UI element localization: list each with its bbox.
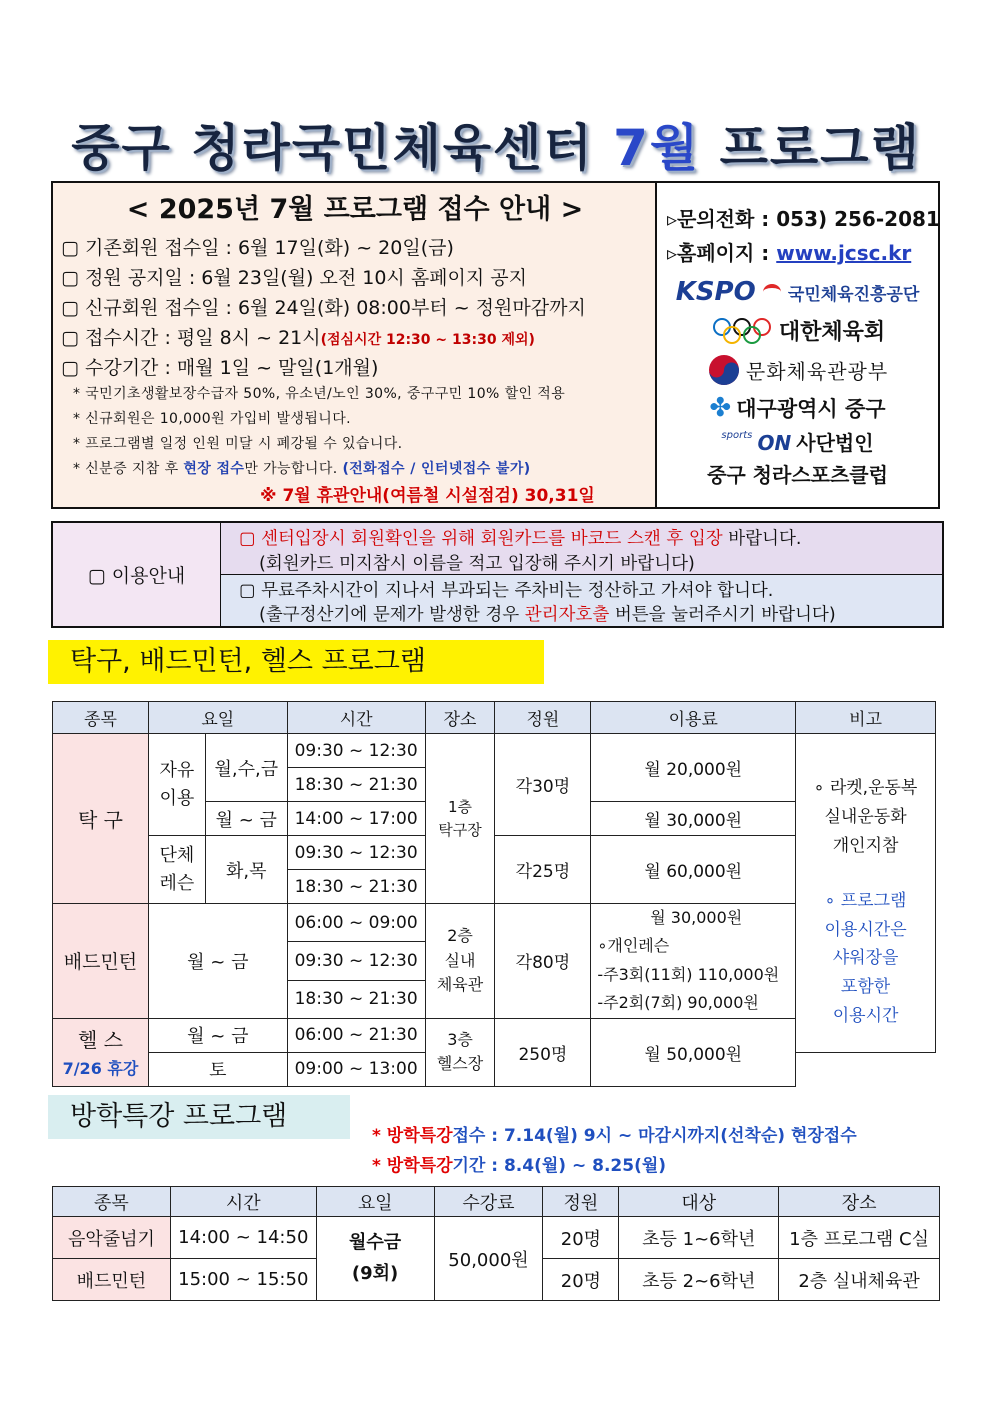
club-name: 중구 청라스포츠클럽 xyxy=(707,463,888,487)
table-row: 18:30 ~ 21:30 xyxy=(53,768,936,802)
web-line: ▹홈페이지 : www.jcsc.kr xyxy=(667,241,912,265)
junggu-logo: ✤ 대구광역시 중구 xyxy=(709,393,886,423)
usage-label: ▢ 이용안내 xyxy=(53,523,221,626)
notice-small-line: * 프로그램별 일정 인원 미달 시 폐강될 수 있습니다. xyxy=(73,436,403,452)
notice-line: ▢ 수강기간 : 매월 1일 ~ 말일(1개월) xyxy=(61,357,379,379)
vacation-registration-note: * 방학특강접수 : 7.14(월) 9시 ~ 마감시까지(선착순) 현장접수 xyxy=(372,1126,857,1146)
table-header-row: 종목 시간 요일 수강료 정원 대상 장소 xyxy=(53,1187,940,1217)
notice-small-line: * 국민기초생활보장수급자 50%, 유소년/노인 30%, 중구구민 10% 할인 적용 xyxy=(73,386,566,402)
mcst-logo: 문화체육관광부 xyxy=(657,353,938,387)
closure-notice: ※ 7월 휴관안내(여름철 시설점검) 30,31일 xyxy=(260,486,595,506)
usage-row-parking: ▢ 무료주차시간이 지나서 부과되는 주차비는 정산하고 가셔야 합니다. (출구정산기에 문제가 발생한 경우 관리자호출 버튼을 눌러주시기 바랍니다) xyxy=(221,575,942,626)
sport-badminton: 배드민턴 xyxy=(53,904,149,1019)
table-row: 09:30 ~ 12:30 xyxy=(53,942,936,980)
olympic-rings-icon xyxy=(710,316,774,346)
table-row: 배드민턴 15:00 ~ 15:50 20명 초등 2~6학년 2층 실내체육관 xyxy=(53,1259,940,1301)
club-logo: $^{sports}$ ON 사단법인 xyxy=(721,430,874,455)
taeguk-icon xyxy=(707,353,741,387)
lunch-note: (점심시간 12:30 ~ 13:30 제외) xyxy=(320,332,535,348)
notice-line: ▢ 정원 공지일 : 6월 23일(월) 오전 10시 홈페이지 공지 xyxy=(61,267,527,289)
notice-small-line: * 신규회원은 10,000원 가입비 발생됩니다. xyxy=(73,411,351,427)
table-row: 배드민턴 월 ~ 금 06:00 ~ 09:00 2층 실내 체육관 각80명 월 30,000원 ∘개인레슨 -주3회(11회) 110,000원 -주2회(7회) 90,000원 xyxy=(53,904,936,942)
notice-line: ▢ 접수시간 : 평일 8시 ~ 21시(점심시간 12:30 ~ 13:30 제외) xyxy=(61,327,535,349)
table-row: 18:30 ~ 21:30 xyxy=(53,870,936,904)
table-header-row: 종목 요일 시간 장소 정원 이용료 비고 xyxy=(53,702,936,734)
notice-line: ▢ 기존회원 접수일 : 6월 17일(화) ~ 20일(금) xyxy=(61,237,454,259)
table-row: 18:30 ~ 21:30 xyxy=(53,980,936,1018)
usage-row-membership: ▢ 센터입장시 회원확인을 위해 회원카드를 바코드 스캔 후 입장 바랍니다. (회원카드 미지참시 이름을 적고 입장해 주시기 바랍니다) xyxy=(221,523,942,575)
registration-notice xyxy=(51,181,940,509)
kspo-logo: KSPO 국민체육진흥공단 xyxy=(675,277,920,307)
section-heading-sports: 탁구, 배드민턴, 헬스 프로그램 xyxy=(48,640,544,684)
table-row: 토 09:00 ~ 13:00 xyxy=(53,1052,936,1086)
usage-guide xyxy=(51,521,944,628)
contact-panel xyxy=(657,183,938,507)
ksoc-logo: 대한체육회 xyxy=(657,315,938,346)
phone-number: 053) 256-2081 xyxy=(776,207,940,231)
sports-program-table xyxy=(52,701,936,1087)
sport-table-tennis: 탁 구 xyxy=(53,734,149,904)
homepage-link[interactable]: www.jcsc.kr xyxy=(776,241,912,265)
gym-closed-note: 7/26 휴강 xyxy=(62,1058,139,1078)
table-row: 탁 구 자유 이용 월,수,금 09:30 ~ 12:30 1층 탁구장 각30명 월 20,000원 ∘ 라켓,운동복 실내운동화 개인지참 ∘ 프로그램 이용시간은 샤워장을 포함한 이용시간 xyxy=(53,734,936,768)
notice-id-line: * 신분증 지참 후 현장 접수만 가능합니다. (전화접수 / 인터넷접수 불가) xyxy=(73,461,531,477)
notice-line: ▢ 신규회원 접수일 : 6월 24일(화) 08:00부터 ~ 정원마감까지 xyxy=(61,297,586,319)
page-title: 중구 청라국민체육센터 7월 프로그램 xyxy=(71,119,921,177)
section-heading-vacation: 방학특강 프로그램 xyxy=(48,1095,350,1139)
table-row: 헬 스 7/26 휴강 월 ~ 금 06:00 ~ 21:30 3층 헬스장 250명 월 50,000원 xyxy=(53,1018,936,1052)
table-row: 음악줄넘기 14:00 ~ 14:50 월수금 (9회) 50,000원 20명 초등 1~6학년 1층 프로그램 C실 xyxy=(53,1217,940,1259)
remarks-cell: ∘ 라켓,운동복 실내운동화 개인지참 ∘ 프로그램 이용시간은 샤워장을 포함한 이용시간 xyxy=(796,734,936,1053)
sport-gym: 헬 스 7/26 휴강 xyxy=(53,1018,149,1086)
vacation-period-note: * 방학특강기간 : 8.4(월) ~ 8.25(월) xyxy=(372,1156,667,1176)
table-row: 월 ~ 금 14:00 ~ 17:00 월 30,000원 xyxy=(53,802,936,836)
notice-info-panel xyxy=(53,183,657,507)
vacation-program-table xyxy=(52,1186,940,1301)
phone-line: ▹문의전화 : 053) 256-2081 xyxy=(667,207,940,231)
notice-heading: < 2025년 7월 프로그램 접수 안내 > xyxy=(126,194,584,225)
table-row: 단체 레슨 화,목 09:30 ~ 12:30 각25명 월 60,000원 xyxy=(53,836,936,870)
junggu-emblem-icon: ✤ xyxy=(709,393,732,423)
title-month: 7월 xyxy=(613,119,701,177)
